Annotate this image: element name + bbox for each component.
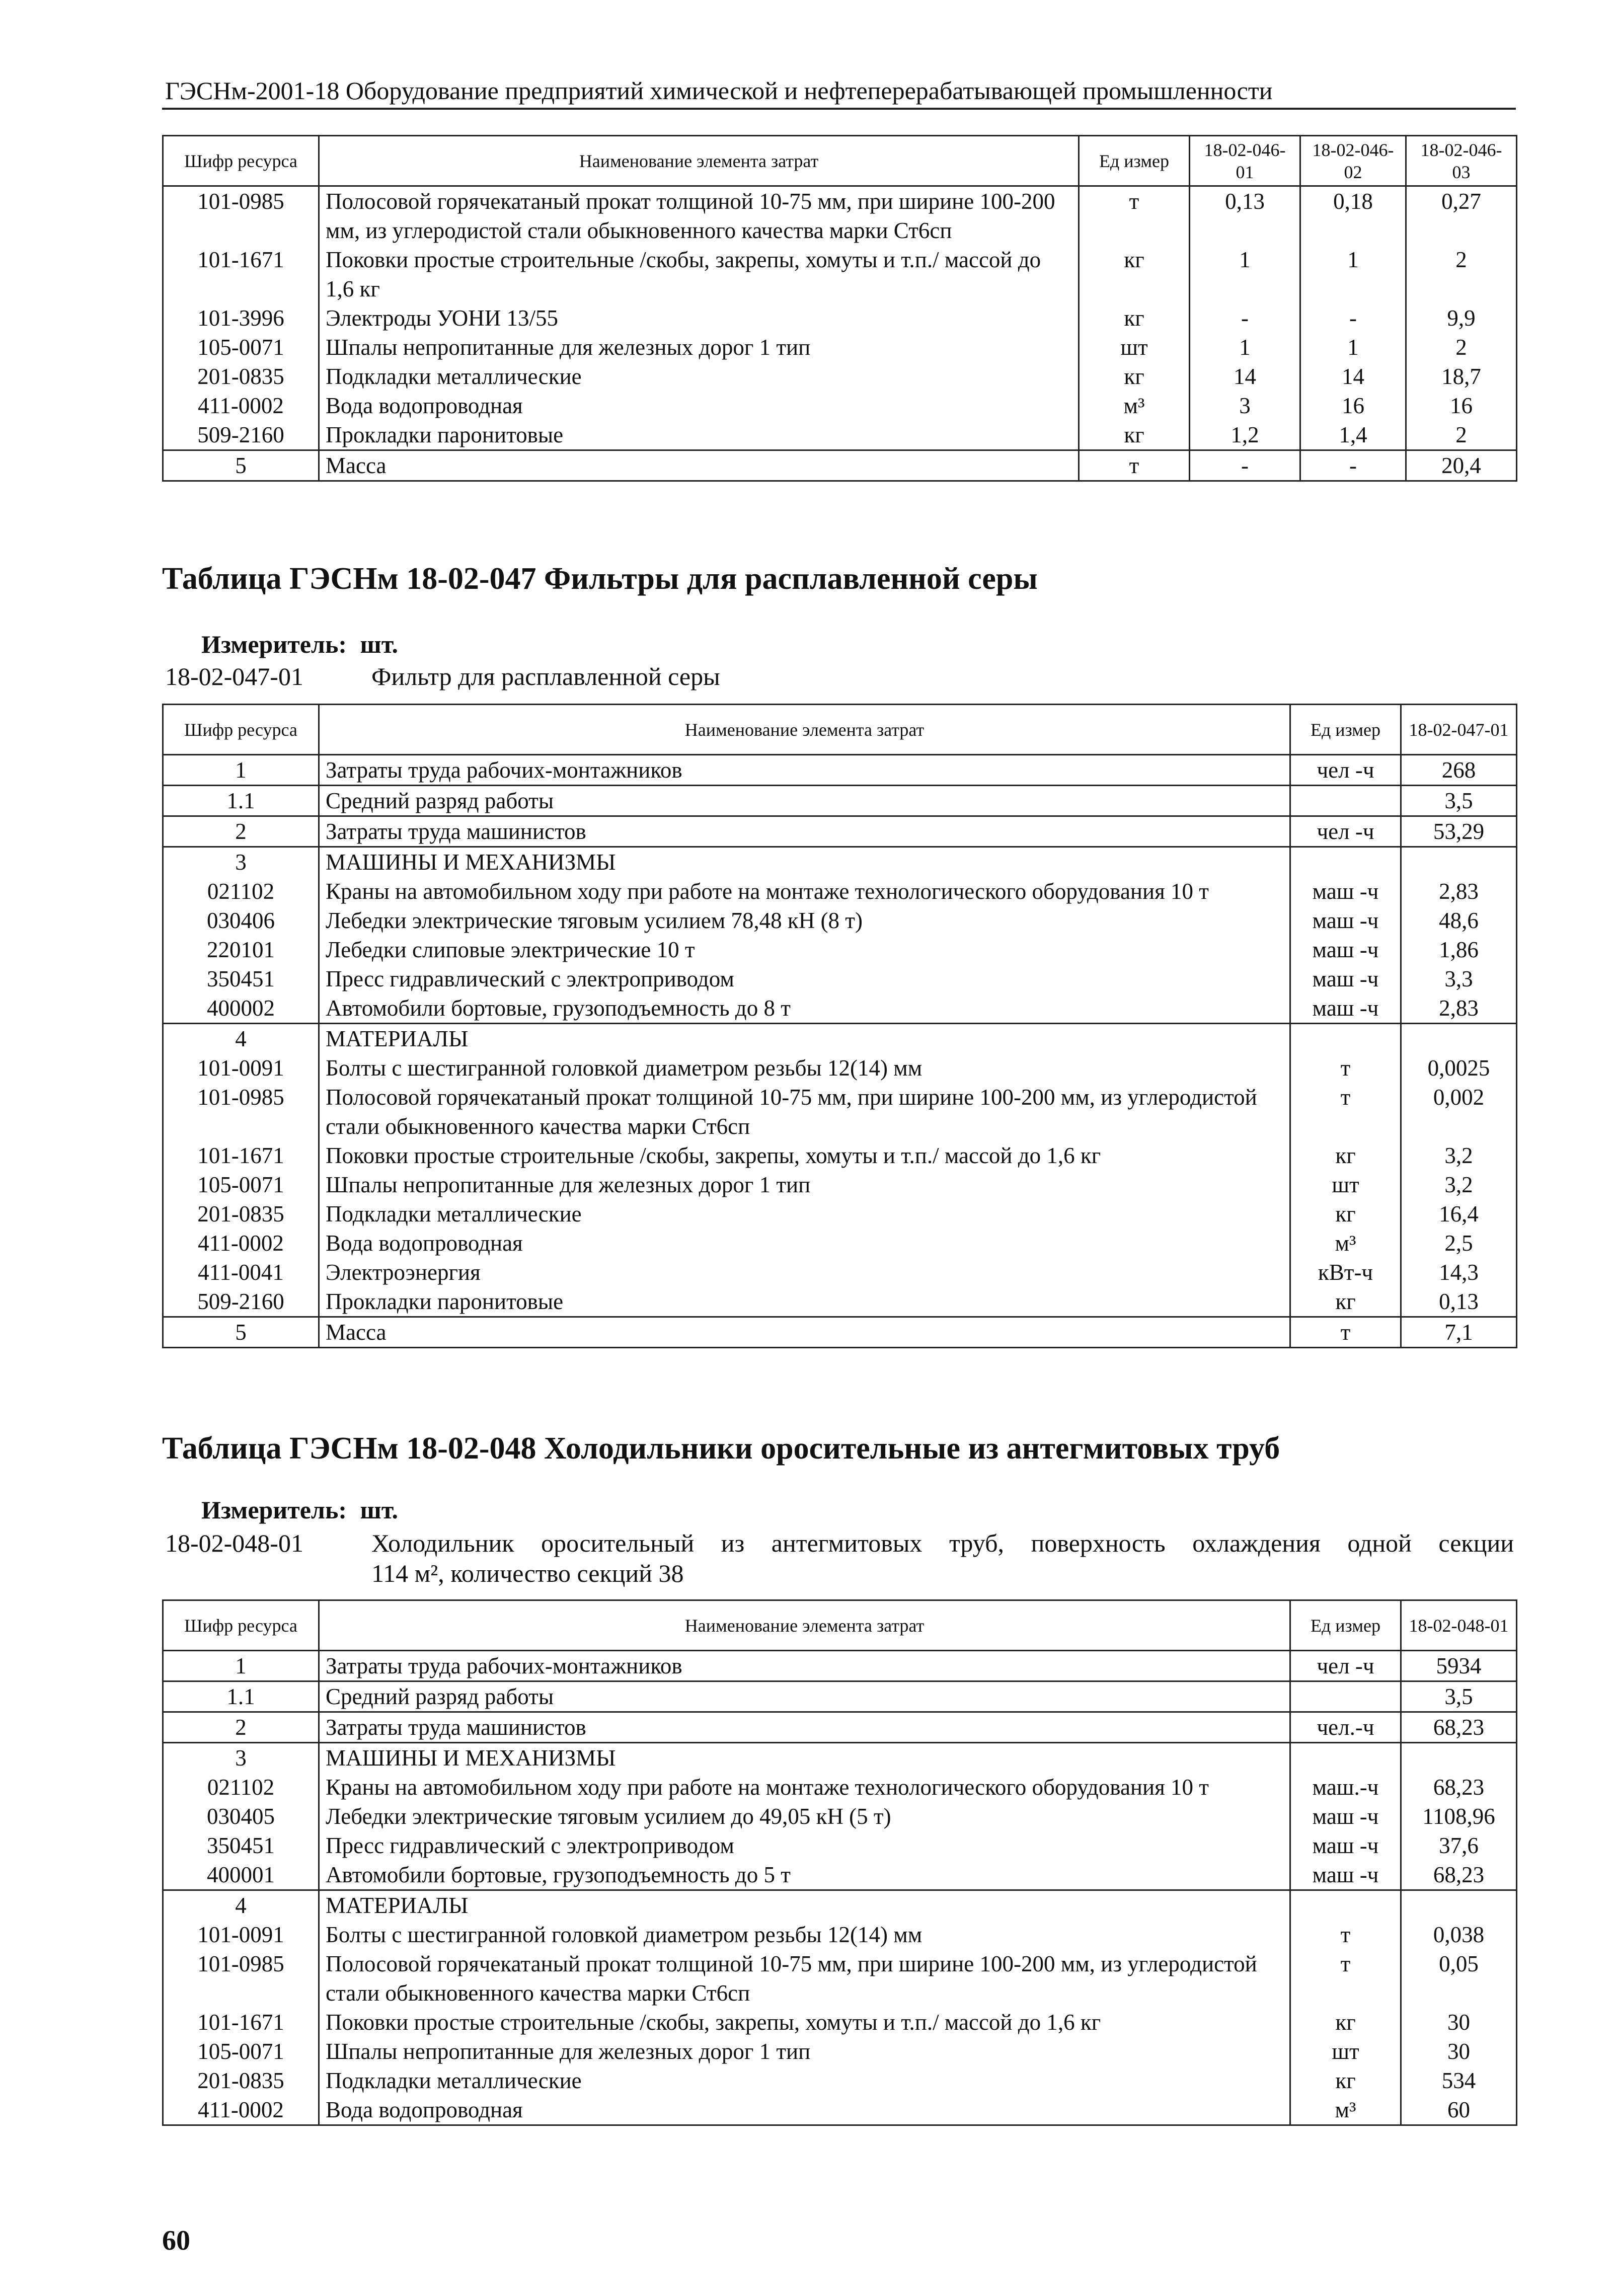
unit-cell	[1290, 1681, 1401, 1712]
value-cell: 16	[1406, 391, 1517, 420]
table-header-row	[163, 1600, 1517, 1651]
resource-code-cell: 400002	[163, 993, 319, 1024]
unit-cell: т	[1290, 1949, 1401, 2008]
resource-name-cell: Лебедки электрические тяговым усилием до 49,05 кН (5 т)	[319, 1802, 1290, 1831]
unit-cell: маш -ч	[1290, 964, 1401, 993]
unit-cell: чел -ч	[1290, 816, 1401, 847]
value-cell: 2	[1406, 333, 1517, 362]
unit-cell: шт	[1079, 333, 1190, 362]
value-cell: 0,0025	[1401, 1053, 1517, 1083]
resource-code-cell: 201-0835	[163, 362, 319, 391]
unit-cell: чел.-ч	[1290, 1712, 1401, 1743]
value-cell: 14,3	[1401, 1258, 1517, 1287]
value-cell: 3,2	[1401, 1170, 1517, 1199]
value-cell: 9,9	[1406, 303, 1517, 333]
resource-code-cell: 105-0071	[163, 2037, 319, 2066]
unit-cell	[1290, 1743, 1401, 1773]
value-cell	[1401, 1024, 1517, 1054]
resource-name-cell: Электроды УОНИ 13/55	[319, 303, 1079, 333]
value-cell: 1,86	[1401, 935, 1517, 964]
table-title: Таблица ГЭСНм 18-02-047 Фильтры для расплавленной серы	[162, 562, 1038, 596]
value-cell	[1401, 1743, 1517, 1773]
value-cell: 16,4	[1401, 1199, 1517, 1229]
resource-name-cell: Полосовой горячекатаный прокат толщиной 10-75 мм, при ширине 100-200 мм, из углеродистой стали обыкновенного качества марки Ст6сп	[319, 1083, 1290, 1141]
resource-code-cell: 5	[163, 1317, 319, 1348]
value-cell: -	[1190, 303, 1300, 333]
resource-table-048	[162, 1599, 1517, 2126]
resource-code-cell: 3	[163, 847, 319, 877]
meter-value: шт.	[360, 630, 399, 658]
table-row	[163, 2008, 1517, 2037]
resource-code-cell: 201-0835	[163, 2066, 319, 2095]
resource-code-cell: 101-0091	[163, 1053, 319, 1083]
value-cell: 1	[1300, 333, 1406, 362]
resource-name-cell: МАШИНЫ И МЕХАНИЗМЫ	[319, 847, 1290, 877]
resource-code-cell: 030406	[163, 906, 319, 935]
table-row	[163, 935, 1517, 964]
resource-name-cell: Вода водопроводная	[319, 391, 1079, 420]
value-cell: 1	[1190, 245, 1300, 303]
resource-name-cell: Подкладки металлические	[319, 1199, 1290, 1229]
resource-name-cell: Пресс гидравлический с электроприводом	[319, 1831, 1290, 1860]
table-row	[163, 1199, 1517, 1229]
resource-name-cell: Подкладки металлические	[319, 362, 1079, 391]
resource-name-cell: Автомобили бортовые, грузоподъемность до 5 т	[319, 1860, 1290, 1890]
value-cell: 2	[1406, 245, 1517, 303]
value-cell: 60	[1401, 2095, 1517, 2125]
resource-name-cell: Затраты труда рабочих-монтажников	[319, 1651, 1290, 1681]
resource-code-cell: 411-0002	[163, 2095, 319, 2125]
table-row	[163, 245, 1517, 303]
table-row	[163, 1083, 1517, 1141]
unit-cell: кг	[1290, 1287, 1401, 1317]
resource-code-cell: 101-3996	[163, 303, 319, 333]
meter-value: шт.	[360, 1496, 399, 1524]
value-cell: 48,6	[1401, 906, 1517, 935]
table-row	[163, 1258, 1517, 1287]
resource-name-cell: Вода водопроводная	[319, 1229, 1290, 1258]
value-cell: 16	[1300, 391, 1406, 420]
value-cell: 0,13	[1401, 1287, 1517, 1317]
unit-cell: маш -ч	[1290, 1860, 1401, 1890]
value-cell: 0,002	[1401, 1083, 1517, 1141]
value-cell: 1,2	[1190, 420, 1300, 450]
item-code: 18-02-047-01	[165, 662, 303, 691]
table-row	[163, 2037, 1517, 2066]
table-row	[163, 1773, 1517, 1802]
table-row	[163, 1890, 1517, 1921]
unit-cell	[1290, 1024, 1401, 1054]
column-header: Наименование элемента затрат	[319, 136, 1079, 186]
unit-cell: кг	[1290, 2066, 1401, 2095]
unit-cell: м³	[1079, 391, 1190, 420]
value-cell: 14	[1300, 362, 1406, 391]
meter-label-text: Измеритель:	[201, 630, 347, 658]
unit-cell: кВт-ч	[1290, 1258, 1401, 1287]
unit-cell: кг	[1290, 1199, 1401, 1229]
value-cell: 53,29	[1401, 816, 1517, 847]
value-cell: 2,83	[1401, 877, 1517, 906]
column-header: Шифр ресурса	[163, 136, 319, 186]
value-cell: 0,27	[1406, 186, 1517, 246]
unit-cell: маш.-ч	[1290, 1773, 1401, 1802]
resource-code-cell: 101-1671	[163, 245, 319, 303]
resource-code-cell: 350451	[163, 1831, 319, 1860]
resource-code-cell: 411-0002	[163, 1229, 319, 1258]
unit-cell: маш -ч	[1290, 1831, 1401, 1860]
unit-cell: кг	[1079, 303, 1190, 333]
unit-cell: м³	[1290, 1229, 1401, 1258]
resource-code-cell: 101-0985	[163, 1949, 319, 2008]
resource-code-cell: 411-0041	[163, 1258, 319, 1287]
resource-name-cell: Автомобили бортовые, грузоподъемность до 8 т	[319, 993, 1290, 1024]
resource-code-cell: 105-0071	[163, 333, 319, 362]
resource-code-cell: 4	[163, 1890, 319, 1921]
unit-cell: т	[1079, 450, 1190, 481]
resource-name-cell: Затраты труда рабочих-монтажников	[319, 755, 1290, 786]
item-description: Фильтр для расплавленной серы	[371, 662, 720, 691]
column-header: 18-02-046-02	[1300, 136, 1406, 186]
column-header: 18-02-046-01	[1190, 136, 1300, 186]
table-row	[163, 186, 1517, 246]
column-header: Ед измер	[1290, 705, 1401, 755]
table-row	[163, 303, 1517, 333]
value-cell: 37,6	[1401, 1831, 1517, 1860]
resource-name-cell: МАТЕРИАЛЫ	[319, 1890, 1290, 1921]
table-row	[163, 2095, 1517, 2125]
table-row	[163, 1024, 1517, 1054]
item-code: 18-02-048-01	[165, 1529, 303, 1557]
table-row	[163, 1651, 1517, 1681]
table-header-row	[163, 136, 1517, 186]
unit-cell: т	[1290, 1053, 1401, 1083]
unit-cell: чел -ч	[1290, 755, 1401, 786]
column-header: Ед измер	[1290, 1600, 1401, 1651]
column-header: 18-02-048-01	[1401, 1600, 1517, 1651]
resource-name-cell: Лебедки электрические тяговым усилием 78,48 кН (8 т)	[319, 906, 1290, 935]
table-title: Таблица ГЭСНм 18-02-048 Холодильники оросительные из антегмитовых труб	[162, 1431, 1280, 1466]
unit-cell: т	[1290, 1083, 1401, 1141]
table-header-row	[163, 705, 1517, 755]
resource-name-cell: Подкладки металлические	[319, 2066, 1290, 2095]
table-row	[163, 1743, 1517, 1773]
value-cell	[1401, 1890, 1517, 1921]
table-row	[163, 2066, 1517, 2095]
resource-code-cell: 350451	[163, 964, 319, 993]
resource-name-cell: Вода водопроводная	[319, 2095, 1290, 2125]
item-description: Холодильник оросительный из антегмитовых труб, поверхность охлаждения одной секции	[371, 1529, 1514, 1557]
unit-cell: т	[1290, 1317, 1401, 1348]
resource-name-cell: Болты с шестигранной головкой диаметром резьбы 12(14) мм	[319, 1053, 1290, 1083]
resource-code-cell: 201-0835	[163, 1199, 319, 1229]
value-cell: 0,038	[1401, 1920, 1517, 1949]
value-cell: 30	[1401, 2008, 1517, 2037]
resource-code-cell: 509-2160	[163, 1287, 319, 1317]
value-cell: 1	[1190, 333, 1300, 362]
column-header: 18-02-046-03	[1406, 136, 1517, 186]
unit-cell: маш -ч	[1290, 935, 1401, 964]
resource-name-cell: Поковки простые строительные /скобы, закрепы, хомуты и т.п./ массой до 1,6 кг	[319, 2008, 1290, 2037]
resource-name-cell: Поковки простые строительные /скобы, закрепы, хомуты и т.п./ массой до 1,6 кг	[319, 1141, 1290, 1170]
resource-name-cell: Лебедки слиповые электрические 10 т	[319, 935, 1290, 964]
value-cell: 1108,96	[1401, 1802, 1517, 1831]
value-cell: 2,5	[1401, 1229, 1517, 1258]
resource-name-cell: МАТЕРИАЛЫ	[319, 1024, 1290, 1054]
unit-cell	[1290, 786, 1401, 816]
resource-name-cell: Полосовой горячекатаный прокат толщиной 10-75 мм, при ширине 100-200 мм, из углеродистой стали обыкновенного качества марки Ст6сп	[319, 1949, 1290, 2008]
unit-cell: кг	[1079, 420, 1190, 450]
value-cell: 0,05	[1401, 1949, 1517, 2008]
resource-name-cell: Поковки простые строительные /скобы, закрепы, хомуты и т.п./ массой до 1,6 кг	[319, 245, 1079, 303]
table-row	[163, 1712, 1517, 1743]
unit-cell: шт	[1290, 2037, 1401, 2066]
resource-name-cell: Средний разряд работы	[319, 786, 1290, 816]
unit-cell: чел -ч	[1290, 1651, 1401, 1681]
resource-name-cell: Шпалы непропитанные для железных дорог 1 тип	[319, 333, 1079, 362]
resource-code-cell: 509-2160	[163, 420, 319, 450]
resource-name-cell: Затраты труда машинистов	[319, 1712, 1290, 1743]
value-cell: 2,83	[1401, 993, 1517, 1024]
unit-cell	[1290, 847, 1401, 877]
value-cell: 268	[1401, 755, 1517, 786]
column-header: Ед измер	[1079, 136, 1190, 186]
table-row	[163, 1949, 1517, 2008]
table-row	[163, 877, 1517, 906]
table-row	[163, 333, 1517, 362]
resource-name-cell: Прокладки паронитовые	[319, 1287, 1290, 1317]
resource-name-cell: МАШИНЫ И МЕХАНИЗМЫ	[319, 1743, 1290, 1773]
resource-code-cell: 2	[163, 1712, 319, 1743]
unit-cell: маш -ч	[1290, 906, 1401, 935]
table-row	[163, 1681, 1517, 1712]
table-row	[163, 755, 1517, 786]
resource-code-cell: 400001	[163, 1860, 319, 1890]
table-row	[163, 847, 1517, 877]
resource-code-cell: 220101	[163, 935, 319, 964]
resource-name-cell: Масса	[319, 450, 1079, 481]
resource-code-cell: 411-0002	[163, 391, 319, 420]
resource-code-cell: 101-0091	[163, 1920, 319, 1949]
meter-label-text: Измеритель:	[201, 1496, 347, 1524]
resource-code-cell: 1.1	[163, 786, 319, 816]
resource-code-cell: 021102	[163, 877, 319, 906]
resource-code-cell: 1.1	[163, 1681, 319, 1712]
resource-code-cell: 2	[163, 816, 319, 847]
resource-name-cell: Полосовой горячекатаный прокат толщиной 10-75 мм, при ширине 100-200 мм, из углеродистой стали обыкновенного качества марки Ст6сп	[319, 186, 1079, 246]
value-cell: 30	[1401, 2037, 1517, 2066]
column-header: Наименование элемента затрат	[319, 705, 1290, 755]
resource-code-cell: 101-1671	[163, 2008, 319, 2037]
resource-name-cell: Краны на автомобильном ходу при работе на монтаже технологического оборудования 10 т	[319, 877, 1290, 906]
resource-table-046	[162, 135, 1517, 482]
resource-name-cell: Краны на автомобильном ходу при работе на монтаже технологического оборудования 10 т	[319, 1773, 1290, 1802]
resource-name-cell: Пресс гидравлический с электроприводом	[319, 964, 1290, 993]
resource-code-cell: 1	[163, 1651, 319, 1681]
unit-cell: шт	[1290, 1170, 1401, 1199]
value-cell: 20,4	[1406, 450, 1517, 481]
table-row	[163, 1170, 1517, 1199]
page-number: 60	[162, 2225, 190, 2256]
value-cell: 1,4	[1300, 420, 1406, 450]
table-row	[163, 1287, 1517, 1317]
table-row	[163, 1920, 1517, 1949]
resource-code-cell: 101-1671	[163, 1141, 319, 1170]
value-cell: 68,23	[1401, 1860, 1517, 1890]
value-cell: 68,23	[1401, 1712, 1517, 1743]
value-cell: 2	[1406, 420, 1517, 450]
resource-name-cell: Шпалы непропитанные для железных дорог 1 тип	[319, 2037, 1290, 2066]
resource-table-047	[162, 704, 1517, 1348]
table-row	[163, 420, 1517, 450]
value-cell: 3	[1190, 391, 1300, 420]
table-row	[163, 1229, 1517, 1258]
resource-code-cell: 101-0985	[163, 1083, 319, 1141]
value-cell: 18,7	[1406, 362, 1517, 391]
unit-cell: кг	[1290, 2008, 1401, 2037]
table-row	[163, 391, 1517, 420]
resource-name-cell: Затраты труда машинистов	[319, 816, 1290, 847]
unit-cell: кг	[1290, 1141, 1401, 1170]
table-row	[163, 964, 1517, 993]
table-row	[163, 1141, 1517, 1170]
unit-cell	[1290, 1890, 1401, 1921]
value-cell: -	[1190, 450, 1300, 481]
item-description-line2: 114 м², количество секций 38	[371, 1559, 684, 1587]
resource-name-cell: Прокладки паронитовые	[319, 420, 1079, 450]
table-row	[163, 786, 1517, 816]
value-cell: 534	[1401, 2066, 1517, 2095]
header-rule	[162, 108, 1516, 110]
resource-code-cell: 030405	[163, 1802, 319, 1831]
resource-code-cell: 3	[163, 1743, 319, 1773]
table-row	[163, 1831, 1517, 1860]
value-cell: 7,1	[1401, 1317, 1517, 1348]
unit-cell: кг	[1079, 245, 1190, 303]
resource-name-cell: Шпалы непропитанные для железных дорог 1 тип	[319, 1170, 1290, 1199]
unit-cell: м³	[1290, 2095, 1401, 2125]
value-cell: 3,5	[1401, 786, 1517, 816]
unit-cell: т	[1079, 186, 1190, 246]
unit-cell: т	[1290, 1920, 1401, 1949]
table-row	[163, 1802, 1517, 1831]
value-cell: 3,2	[1401, 1141, 1517, 1170]
unit-cell: маш -ч	[1290, 877, 1401, 906]
value-cell: 0,13	[1190, 186, 1300, 246]
value-cell: 68,23	[1401, 1773, 1517, 1802]
column-header: 18-02-047-01	[1401, 705, 1517, 755]
resource-name-cell: Электроэнергия	[319, 1258, 1290, 1287]
resource-name-cell: Масса	[319, 1317, 1290, 1348]
value-cell	[1401, 847, 1517, 877]
resource-code-cell: 1	[163, 755, 319, 786]
resource-name-cell: Средний разряд работы	[319, 1681, 1290, 1712]
value-cell: 3,5	[1401, 1681, 1517, 1712]
value-cell: -	[1300, 303, 1406, 333]
unit-cell: маш -ч	[1290, 993, 1401, 1024]
table-row	[163, 993, 1517, 1024]
resource-code-cell: 4	[163, 1024, 319, 1054]
value-cell: 3,3	[1401, 964, 1517, 993]
table-row	[163, 1317, 1517, 1348]
value-cell: -	[1300, 450, 1406, 481]
resource-code-cell: 5	[163, 450, 319, 481]
running-header: ГЭСНм-2001-18 Оборудование предприятий химической и нефтеперерабатывающей промышленности	[165, 76, 1273, 105]
table-row	[163, 1860, 1517, 1890]
resource-code-cell: 105-0071	[163, 1170, 319, 1199]
column-header: Наименование элемента затрат	[319, 1600, 1290, 1651]
resource-code-cell: 021102	[163, 1773, 319, 1802]
value-cell: 0,18	[1300, 186, 1406, 246]
table-row	[163, 450, 1517, 481]
unit-cell: маш -ч	[1290, 1802, 1401, 1831]
table-row	[163, 1053, 1517, 1083]
resource-code-cell: 101-0985	[163, 186, 319, 246]
value-cell: 1	[1300, 245, 1406, 303]
resource-name-cell: Болты с шестигранной головкой диаметром резьбы 12(14) мм	[319, 1920, 1290, 1949]
unit-cell: кг	[1079, 362, 1190, 391]
table-row	[163, 362, 1517, 391]
column-header: Шифр ресурса	[163, 705, 319, 755]
value-cell: 14	[1190, 362, 1300, 391]
meter-label	[201, 628, 398, 660]
value-cell: 5934	[1401, 1651, 1517, 1681]
meter-label	[201, 1494, 398, 1526]
table-row	[163, 816, 1517, 847]
table-row	[163, 906, 1517, 935]
column-header: Шифр ресурса	[163, 1600, 319, 1651]
